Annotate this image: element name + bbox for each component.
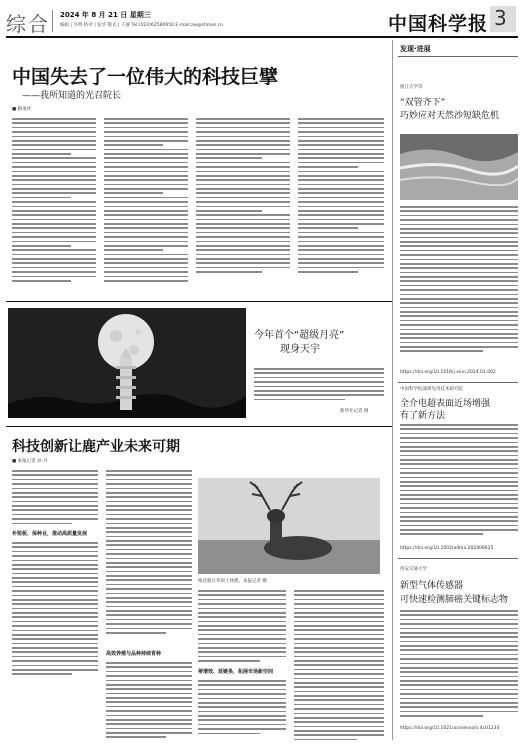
sidebar-item1-title-line1: “双管齐下” <box>400 98 446 108</box>
header-rule <box>6 36 518 38</box>
deer-photo-caption: 梅花鹿在草原上休憩。本报记者 摄 <box>198 579 267 584</box>
second-column-2-top <box>106 470 192 636</box>
sidebar-item2-title-line2: 有了新方法 <box>400 411 446 421</box>
sidebar-rule-1 <box>398 382 518 383</box>
main-column-3 <box>196 118 290 276</box>
page-number: 3 <box>494 6 507 30</box>
sidebar-item1-text <box>400 206 518 355</box>
second-column-1-top <box>12 470 98 527</box>
supermoon-illustration <box>8 308 246 418</box>
main-column-2 <box>104 118 188 284</box>
sidebar-item2-doi[interactable]: https://doi.org/10.1002/adma.202406625 <box>400 546 494 551</box>
second-byline: ■ 本报记者 孙 丹 <box>12 459 48 464</box>
photo-news-credit: 新华社记者 摄 <box>340 409 369 414</box>
subhead-3: 蒂增效、延链条，拓展市场新空间 <box>198 669 274 675</box>
photo-news-title-line1: 今年首个“超级月亮” <box>254 330 345 341</box>
second-column-1-bottom <box>12 542 98 678</box>
main-column-1 <box>12 118 96 284</box>
second-column-2-bottom <box>106 662 192 741</box>
second-column-4 <box>294 590 384 743</box>
second-column-3-bottom <box>198 680 286 737</box>
sidebar-header: 发现·进展 <box>400 45 431 53</box>
deer-illustration <box>198 478 380 574</box>
section-name: 综合 <box>6 12 50 36</box>
sidebar-item3-title-line2: 可快速检测肺癌关键标志物 <box>400 595 509 605</box>
main-column-4 <box>298 118 384 276</box>
sidebar-item1-title-line2: 巧妙应对天然沙短缺危机 <box>400 111 500 121</box>
main-subtitle: ——我所知道的光召院长 <box>22 91 122 101</box>
section-rule-2 <box>6 426 392 427</box>
sidebar-item3-text <box>400 610 518 719</box>
sidebar-item3-source: 西安交通大学 <box>400 567 427 572</box>
editor-contact: 编辑 | 李明 校对 | 张华 版式 | 王丽 Tel:(010)62580650 E-mail:zw@stimes.cn <box>60 23 224 28</box>
section-rule-1 <box>6 301 392 302</box>
sidebar-item3-doi[interactable]: https://doi.org/10.1021/acssensors.4c01234 <box>400 726 500 731</box>
subhead-1: 补短板、保种业，推动高质量发展 <box>12 531 88 537</box>
sidebar-item3-title-line1: 新型气体传感器 <box>400 581 464 591</box>
sidebar-rule-2 <box>398 558 518 559</box>
supermoon-photo <box>8 308 246 418</box>
sidebar-divider <box>392 40 393 740</box>
second-headline: 科技创新让鹿产业未来可期 <box>12 439 180 455</box>
photo-news-text <box>254 368 384 403</box>
second-column-3 <box>198 590 286 664</box>
beach-photo <box>400 134 518 200</box>
subhead-2: 高效养殖与品种持续育种 <box>106 651 162 657</box>
main-headline: 中国失去了一位伟大的科技巨擘 <box>12 66 279 88</box>
beach-illustration <box>400 134 518 200</box>
sidebar-item2-text <box>400 424 518 538</box>
sidebar-header-rule <box>398 56 518 57</box>
photo-news-title-line2: 现身天宇 <box>280 344 320 355</box>
deer-photo <box>198 478 380 574</box>
sidebar-item1-source: 浙江大学等 <box>400 85 423 90</box>
issue-date: 2024 年 8 月 21 日 星期三 <box>60 11 151 19</box>
sidebar-item1-doi[interactable]: https://doi.org/10.1016/j.xinn.2024.01.002 <box>400 370 496 375</box>
main-byline: ■ 路甬祥 <box>12 107 32 112</box>
sidebar-item2-title-line1: 全介电超表面近场增强 <box>400 399 491 409</box>
header-divider <box>52 10 53 32</box>
sidebar-item2-source: 中国科学院深圳先进技术研究院 <box>400 387 463 392</box>
newspaper-masthead: 中国科学报 <box>388 13 489 35</box>
